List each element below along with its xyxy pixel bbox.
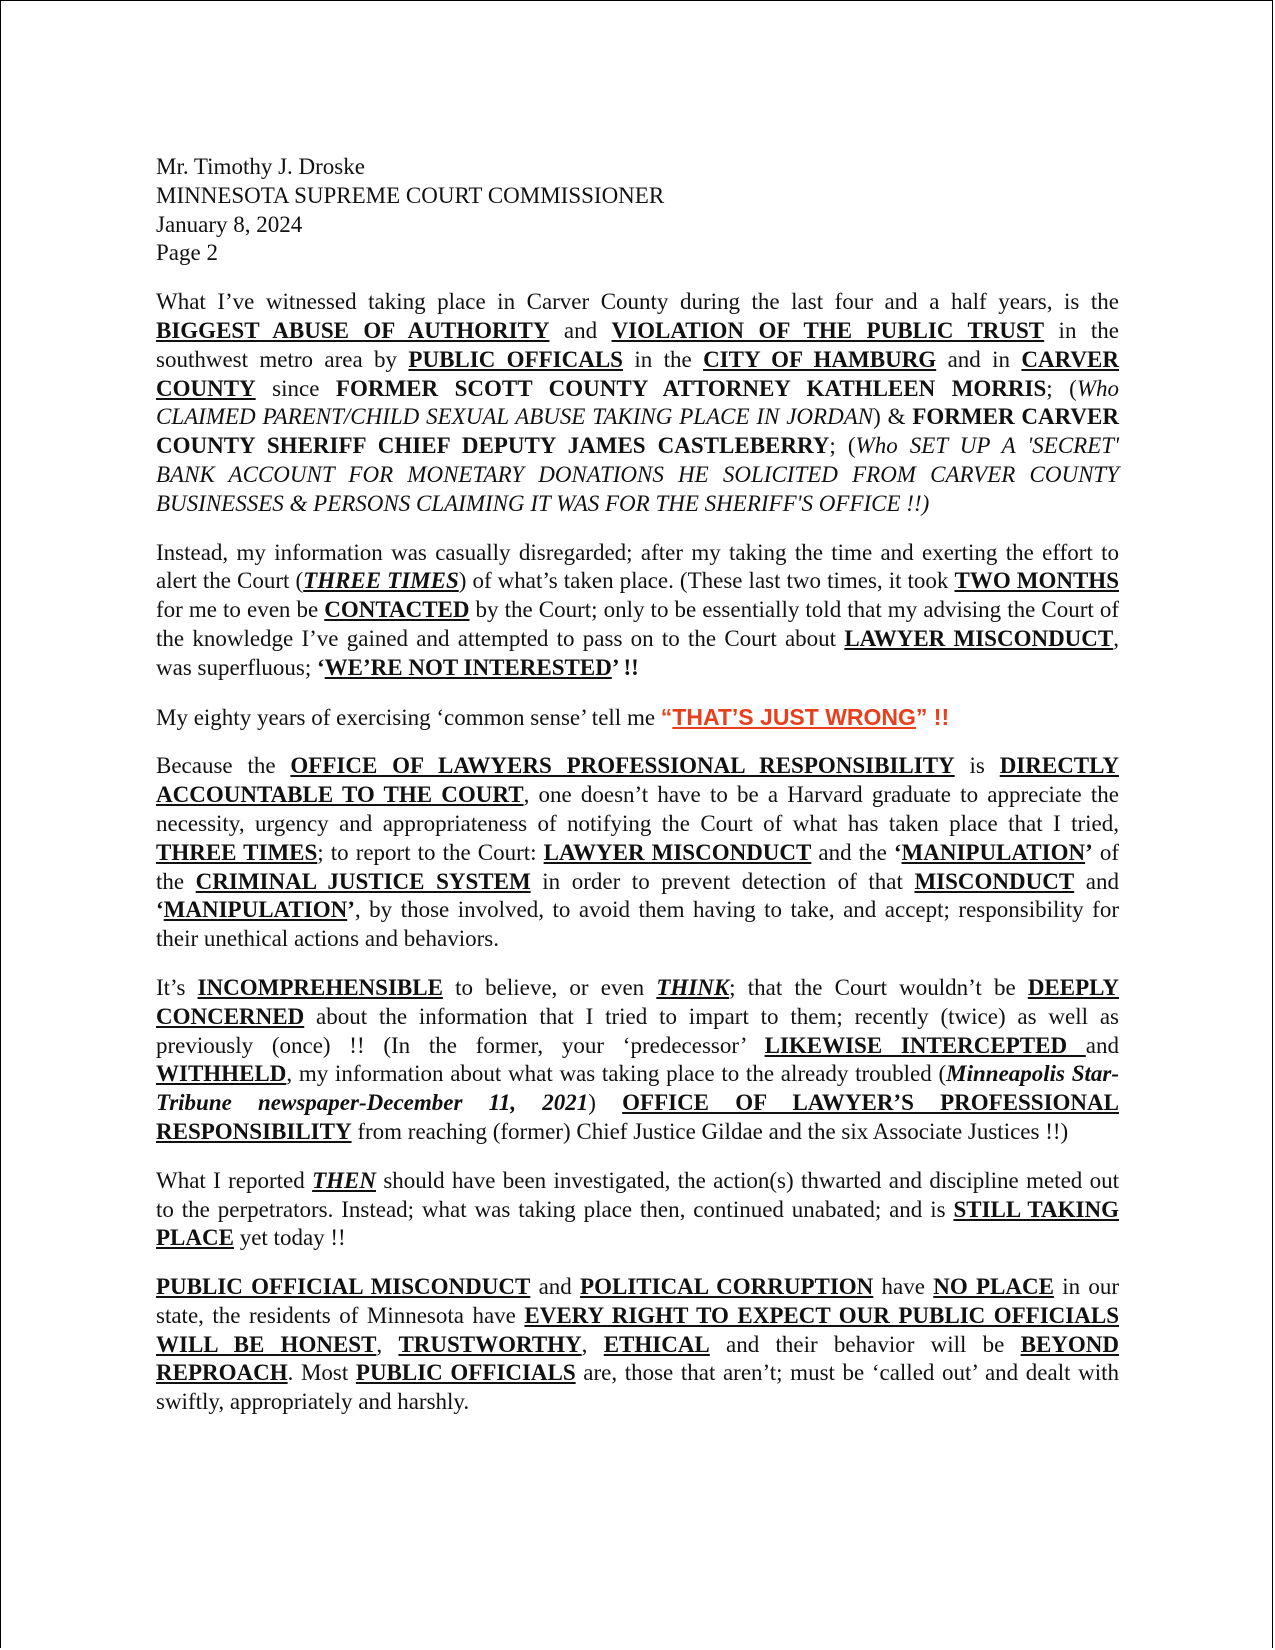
text: is bbox=[954, 753, 1000, 779]
emphasis: ’ !! bbox=[611, 654, 639, 680]
text: are, those that aren’t; must be ‘called out’ and dealt with swiftly, appropriately and harshly. bbox=[156, 1360, 1119, 1415]
text: ) & bbox=[873, 404, 913, 430]
emphasis: THREE TIMES bbox=[156, 839, 318, 865]
text: yet today !! bbox=[233, 1225, 346, 1251]
emphasis: LAWYER MISCONDUCT bbox=[543, 839, 812, 865]
paragraph-5 bbox=[156, 974, 1119, 1147]
emphasis: DIRECTLY ACCOUNTABLE TO THE COURT bbox=[156, 753, 1119, 808]
emphasis: ’ bbox=[1085, 839, 1093, 865]
emphasis: OFFICE OF LAWYER’S PROFESSIONAL RESPONSIBILITY bbox=[156, 1090, 1119, 1144]
red-emphasis-text: THAT’S JUST WRONG bbox=[672, 703, 916, 730]
emphasis: ‘ bbox=[893, 839, 902, 865]
italic-note: Who SET UP A 'SECRET' BANK ACCOUNT FOR MONETARY DONATIONS HE SOLICITED FROM CARVER COUNTY BUSINESSES & PERSONS CLAIMING IT WAS FOR THE SHERIFF'S OFFICE !!) bbox=[156, 433, 1119, 516]
emphasis: ‘ bbox=[316, 654, 325, 680]
text: and bbox=[549, 317, 612, 343]
emphasis: CITY OF HAMBURG bbox=[703, 346, 937, 372]
text: in the bbox=[622, 346, 704, 372]
red-emphasis bbox=[661, 704, 949, 730]
text: in order to prevent detection of that bbox=[530, 868, 915, 894]
text: ; that the Court wouldn’t be bbox=[729, 974, 1028, 1000]
emphasis: LAWYER MISCONDUCT bbox=[844, 625, 1114, 651]
recipient-name: Mr. Timothy J. Droske bbox=[156, 154, 365, 179]
text: have bbox=[873, 1274, 934, 1300]
paragraph-4 bbox=[156, 752, 1119, 954]
text: ; ( bbox=[1046, 375, 1077, 401]
emphasis: PUBLIC OFFICIALS bbox=[355, 1360, 576, 1386]
text: What I reported bbox=[156, 1167, 313, 1193]
emphasis: THREE TIMES bbox=[303, 568, 459, 594]
text: ; ( bbox=[829, 433, 856, 459]
text: , bbox=[376, 1331, 399, 1357]
emphasis: MANIPULATION bbox=[163, 897, 348, 923]
text: . Most bbox=[287, 1360, 356, 1386]
text: by the Court; only to be essentially told that my advising the Court of the knowledge I’ve gained and attempted to pass on to the Court about bbox=[156, 597, 1120, 651]
quote-open: “ bbox=[660, 703, 673, 730]
letter-header bbox=[156, 153, 1119, 268]
emphasis: EVERY RIGHT TO EXPECT OUR PUBLIC OFFICIALS WILL BE HONEST bbox=[156, 1302, 1119, 1357]
emphasis: MISCONDUCT bbox=[914, 868, 1075, 894]
emphasis: ’ bbox=[347, 897, 355, 923]
emphasis: TWO MONTHS bbox=[954, 568, 1119, 594]
recipient-title: MINNESOTA SUPREME COURT COMMISSIONER bbox=[156, 182, 665, 208]
text: My eighty years of exercising ‘common sense’ tell me bbox=[156, 704, 661, 730]
paragraph-3 bbox=[156, 703, 1119, 733]
text: in our state, the residents of Minnesota have bbox=[156, 1274, 1120, 1328]
text: since bbox=[255, 375, 336, 401]
text: , by those involved, to avoid them having to take, and accept; responsibility for their unethical actions and behaviors. bbox=[156, 897, 1119, 952]
emphasis: MANIPULATION bbox=[901, 839, 1086, 865]
text: It’s bbox=[156, 974, 198, 1000]
emphasis: FORMER SCOTT COUNTY ATTORNEY KATHLEEN MORRIS bbox=[335, 375, 1047, 401]
text: from reaching (former) Chief Justice Gildae and the six Associate Justices !!) bbox=[351, 1118, 1069, 1144]
text: in the southwest metro area by bbox=[156, 317, 1119, 372]
text: ; to report to the Court: bbox=[317, 839, 544, 865]
letter-body bbox=[156, 153, 1119, 1417]
paragraph-1 bbox=[156, 288, 1119, 518]
text: and their behavior will be bbox=[709, 1331, 1021, 1357]
emphasis: WE’RE NOT INTERESTED bbox=[324, 654, 612, 680]
emphasis: CARVER COUNTY bbox=[156, 346, 1119, 401]
text: , was superfluous; bbox=[156, 625, 1119, 680]
emphasis: STILL TAKING PLACE bbox=[156, 1196, 1119, 1251]
emphasis: OFFICE OF LAWYERS PROFESSIONAL RESPONSIBILITY bbox=[290, 753, 955, 779]
emphasis: PUBLIC OFFICALS bbox=[408, 346, 623, 372]
emphasis: CRIMINAL JUSTICE SYSTEM bbox=[195, 868, 531, 894]
text: ) of what’s taken place. (These last two times, it took bbox=[458, 568, 955, 594]
text: and bbox=[530, 1274, 581, 1300]
text: and bbox=[1074, 868, 1119, 894]
text: and bbox=[1085, 1032, 1120, 1058]
paragraph-6 bbox=[156, 1167, 1119, 1253]
text: ) bbox=[588, 1090, 623, 1116]
citation: Minneapolis Star-Tribune newspaper-December 11, 2021 bbox=[156, 1061, 1120, 1116]
text: of the bbox=[156, 839, 1119, 894]
quote-close: ” !! bbox=[915, 703, 950, 730]
emphasis: THEN bbox=[312, 1167, 376, 1193]
emphasis: TRUSTWORTHY bbox=[398, 1331, 582, 1357]
emphasis: BEYOND REPROACH bbox=[156, 1331, 1120, 1386]
emphasis: ‘ bbox=[156, 897, 164, 923]
emphasis: PUBLIC OFFICIAL MISCONDUCT bbox=[156, 1274, 531, 1300]
text: and the bbox=[811, 839, 894, 865]
emphasis: FORMER CARVER COUNTY SHERIFF CHIEF DEPUTY JAMES CASTLEBERRY bbox=[156, 404, 1119, 459]
paragraph-7 bbox=[156, 1273, 1119, 1417]
emphasis: POLITICAL CORRUPTION bbox=[580, 1274, 874, 1300]
text: and in bbox=[936, 346, 1022, 372]
text: Because the bbox=[156, 753, 291, 779]
emphasis: BIGGEST ABUSE OF AUTHORITY bbox=[156, 317, 550, 343]
text: , bbox=[581, 1331, 604, 1357]
text: about the information that I tried to impart to them; recently (twice) as well as previously (once) !! (In the former, your ‘predecessor’ bbox=[156, 1003, 1119, 1058]
text: should have been investigated, the action(s) thwarted and discipline meted out to the perpetrators. Instead; what was taking place then, continued unabated; and is bbox=[156, 1167, 1119, 1222]
text: , my information about what was taking place to the already troubled ( bbox=[286, 1061, 947, 1087]
text: to believe, or even bbox=[442, 974, 657, 1000]
letter-date: January 8, 2024 bbox=[156, 211, 303, 237]
emphasis: CONTACTED bbox=[324, 597, 470, 623]
text: , one doesn’t have to be a Harvard graduate to appreciate the necessity, urgency and appropriateness of notifying the Court of what has taken place that I tried, bbox=[156, 782, 1120, 836]
emphasis: WITHHELD bbox=[156, 1061, 287, 1087]
italic-note: Who CLAIMED PARENT/CHILD SEXUAL ABUSE TAKING PLACE IN JORDAN bbox=[156, 375, 1119, 430]
emphasis: NO PLACE bbox=[933, 1274, 1054, 1300]
text: for me to even be bbox=[156, 597, 325, 623]
emphasis: LIKEWISE INTERCEPTED bbox=[764, 1032, 1086, 1058]
emphasis: INCOMPREHENSIBLE bbox=[197, 974, 443, 1000]
emphasis: DEEPLY CONCERNED bbox=[156, 974, 1119, 1029]
page-number: Page 2 bbox=[156, 240, 218, 266]
text: What I’ve witnessed taking place in Carver County during the last four and a half years, is the bbox=[156, 289, 1119, 315]
paragraph-2 bbox=[156, 539, 1119, 683]
emphasis: VIOLATION OF THE PUBLIC TRUST bbox=[611, 317, 1045, 343]
emphasis: ETHICAL bbox=[603, 1331, 710, 1357]
emphasis: THINK bbox=[656, 974, 730, 1000]
text: Instead, my information was casually disregarded; after my taking the time and exerting the effort to alert the Court ( bbox=[156, 539, 1119, 594]
